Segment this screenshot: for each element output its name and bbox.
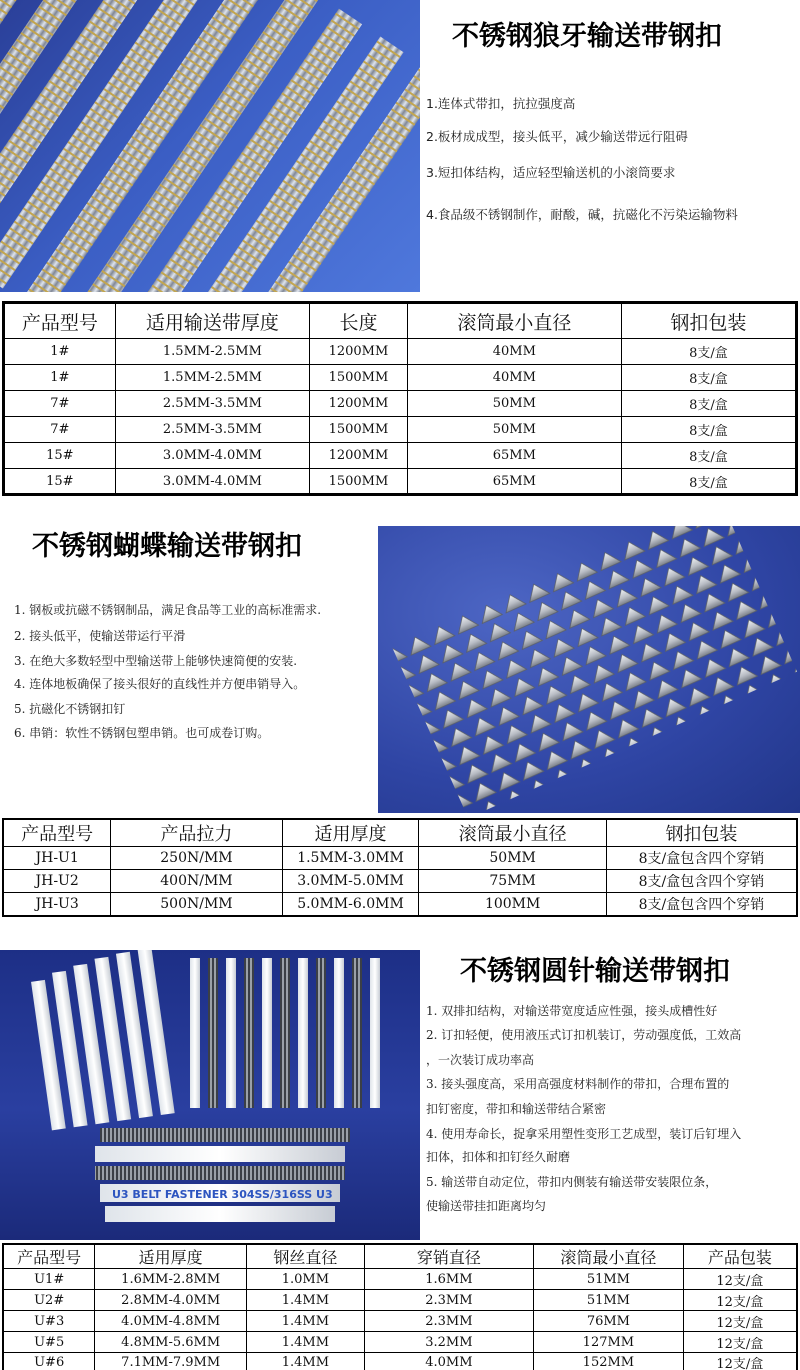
table-header-cell: 滚筒最小直径 [419,819,606,847]
section2-feature: 5. 抗磁化不锈钢扣钉 [14,702,126,716]
table-cell: 4.0MM [364,1353,533,1370]
table-cell: 1.4MM [247,1353,365,1370]
table-cell: 15# [4,469,116,495]
section2-feature: 4. 连体地板确保了接头很好的直线性并方便串销导入。 [14,677,306,691]
round-pin-spec-table [2,1243,798,1370]
table-cell: 7.1MM-7.9MM [95,1353,247,1370]
table-header-cell: 产品包装 [683,1244,797,1269]
table-header-cell: 适用输送带厚度 [115,303,309,339]
table-header-cell: 滚筒最小直径 [534,1244,684,1269]
table-cell: 127MM [534,1332,684,1353]
table-cell: 1200MM [310,339,408,365]
table-row [3,1290,797,1311]
wolf-tooth-spec-table [2,301,798,496]
table-cell: 8支/盒包含四个穿销 [606,893,797,916]
table-cell: 51MM [534,1269,684,1290]
table-row [4,365,797,391]
table-cell: 3.0MM-5.0MM [282,870,419,893]
table-cell: 12支/盒 [683,1269,797,1290]
table-cell: JH-U2 [3,870,111,893]
table-cell: 2.5MM-3.5MM [115,417,309,443]
table-cell: 1.6MM-2.8MM [95,1269,247,1290]
section3-feature: 扣钉密度，带扣和输送带结合紧密 [426,1102,607,1116]
table-cell: 1.6MM [364,1269,533,1290]
table-cell: 40MM [407,365,621,391]
table-cell: 1500MM [310,365,408,391]
section1-feature: 1.连体式带扣，抗拉强度高 [426,96,576,111]
section2-feature: 1. 钢板或抗磁不锈钢制品，满足食品等工业的高标准需求. [14,603,322,617]
table-header-row [3,819,797,847]
table-header-cell: 产品型号 [3,1244,95,1269]
table-cell: 1.4MM [247,1332,365,1353]
table-cell: 500N/MM [111,893,282,916]
table-cell: 152MM [534,1353,684,1370]
table-cell: 2.3MM [364,1290,533,1311]
section1-feature: 3.短扣体结构，适应轻型输送机的小滚筒要求 [426,165,676,180]
table-cell: 1.5MM-2.5MM [115,365,309,391]
table-cell: 1500MM [310,469,408,495]
table-cell: 12支/盒 [683,1290,797,1311]
table-header-cell: 钢扣包装 [621,303,796,339]
section2-title: 不锈钢蝴蝶输送带钢扣 [32,531,302,562]
table-cell: 65MM [407,443,621,469]
table-row [4,391,797,417]
table-cell: 2.8MM-4.0MM [95,1290,247,1311]
table-cell: 75MM [419,870,606,893]
section3-title: 不锈钢圆针输送带钢扣 [460,956,730,987]
table-cell: U#5 [3,1332,95,1353]
table-cell: 1.4MM [247,1290,365,1311]
table-cell: 8支/盒 [621,443,796,469]
table-cell: JH-U1 [3,847,111,870]
butterfly-fastener-photo [378,526,800,813]
table-cell: 8支/盒 [621,469,796,495]
wolf-tooth-fastener-photo [0,0,420,292]
table-cell: 3.0MM-4.0MM [115,469,309,495]
table-row [4,443,797,469]
table-row [4,469,797,495]
table-row [3,870,797,893]
table-row [3,1332,797,1353]
section1-title: 不锈钢狼牙输送带钢扣 [452,21,722,52]
section3-feature: 4. 使用寿命长，捉拿采用塑性变形工艺成型，装订后钉埋入 [426,1127,742,1141]
table-header-cell: 滚筒最小直径 [407,303,621,339]
table-row [4,417,797,443]
table-cell: 1.5MM-3.0MM [282,847,419,870]
table-cell: 51MM [534,1290,684,1311]
table-cell: 3.2MM [364,1332,533,1353]
table-cell: 8支/盒 [621,417,796,443]
table-header-cell: 长度 [310,303,408,339]
table-header-row [4,303,797,339]
table-row [3,1269,797,1290]
table-header-cell: 产品拉力 [111,819,282,847]
section3-feature: 3. 接头强度高，采用高强度材料制作的带扣，合理布置的 [426,1077,730,1091]
table-cell: 1200MM [310,443,408,469]
table-header-cell: 钢丝直径 [247,1244,365,1269]
table-cell: 8支/盒包含四个穿销 [606,847,797,870]
table-cell: 1# [4,365,116,391]
table-header-row [3,1244,797,1269]
table-cell: 400N/MM [111,870,282,893]
table-cell: U2# [3,1290,95,1311]
table-header-cell: 产品型号 [3,819,111,847]
table-cell: 65MM [407,469,621,495]
table-cell: 1.5MM-2.5MM [115,339,309,365]
table-cell: 12支/盒 [683,1353,797,1370]
table-cell: 76MM [534,1311,684,1332]
round-pin-fastener-illustration [0,950,420,1240]
table-cell: 12支/盒 [683,1332,797,1353]
section3-feature: 1. 双排扣结构，对输送带宽度适应性强，接头成槽性好 [426,1004,718,1018]
section2-feature: 2. 接头低平，使输送带运行平滑 [14,629,186,643]
table-cell: JH-U3 [3,893,111,916]
table-cell: 7# [4,417,116,443]
table-cell: 7# [4,391,116,417]
table-cell: 8支/盒 [621,365,796,391]
table-cell: 250N/MM [111,847,282,870]
table-header-cell: 钢扣包装 [606,819,797,847]
table-header-cell: 适用厚度 [282,819,419,847]
table-cell: 1.0MM [247,1269,365,1290]
table-row [3,847,797,870]
table-cell: U#6 [3,1353,95,1370]
table-cell: 3.0MM-4.0MM [115,443,309,469]
section3-feature: 2. 订扣轻便，使用液压式订扣机装订，劳动强度低，工效高 [426,1028,742,1042]
table-cell: 5.0MM-6.0MM [282,893,419,916]
table-cell: 8支/盒 [621,339,796,365]
table-row [3,893,797,916]
table-cell: 4.0MM-4.8MM [95,1311,247,1332]
table-cell: 40MM [407,339,621,365]
table-cell: 50MM [407,391,621,417]
table-cell: 50MM [419,847,606,870]
table-header-cell: 穿销直径 [364,1244,533,1269]
table-cell: 4.8MM-5.6MM [95,1332,247,1353]
section3-feature: 使输送带挂扣距离均匀 [426,1199,547,1213]
table-cell: U#3 [3,1311,95,1332]
table-cell: 1200MM [310,391,408,417]
table-row [3,1353,797,1370]
round-pin-fastener-photo [0,950,420,1240]
table-cell: 8支/盒 [621,391,796,417]
section2-feature: 6. 串销：软性不锈钢包塑串销。也可成卷订购。 [14,726,270,740]
section3-feature: 扣体，扣体和扣钉经久耐磨 [426,1150,571,1164]
table-cell: 2.5MM-3.5MM [115,391,309,417]
wolf-tooth-fastener-illustration [0,0,420,292]
table-cell: U1# [3,1269,95,1290]
table-cell: 1500MM [310,417,408,443]
table-cell: 12支/盒 [683,1311,797,1332]
butterfly-spec-table [2,818,798,917]
butterfly-fastener-illustration [378,526,800,813]
section3-feature: ，一次装订成功率高 [426,1053,535,1067]
section2-feature: 3. 在绝大多数轻型中型输送带上能够快速简便的安装. [14,654,298,668]
table-cell: 8支/盒包含四个穿销 [606,870,797,893]
table-cell: 15# [4,443,116,469]
table-cell: 100MM [419,893,606,916]
table-cell: 1# [4,339,116,365]
section3-feature: 5. 输送带自动定位，带扣内侧装有输送带安装限位条， [426,1175,718,1189]
table-header-cell: 产品型号 [4,303,116,339]
table-header-cell: 适用厚度 [95,1244,247,1269]
table-cell: 1.4MM [247,1311,365,1332]
table-row [4,339,797,365]
section1-feature: 2.板材成成型，接头低平，减少输送带远行阻碍 [426,129,688,144]
table-cell: 50MM [407,417,621,443]
fastener-label-text: U3 BELT FASTENER 304SS/316SS U3 [112,1188,333,1201]
table-row [3,1311,797,1332]
section1-feature: 4.食品级不锈钢制作，耐酸，碱，抗磁化不污染运输物料 [426,207,738,222]
table-cell: 2.3MM [364,1311,533,1332]
